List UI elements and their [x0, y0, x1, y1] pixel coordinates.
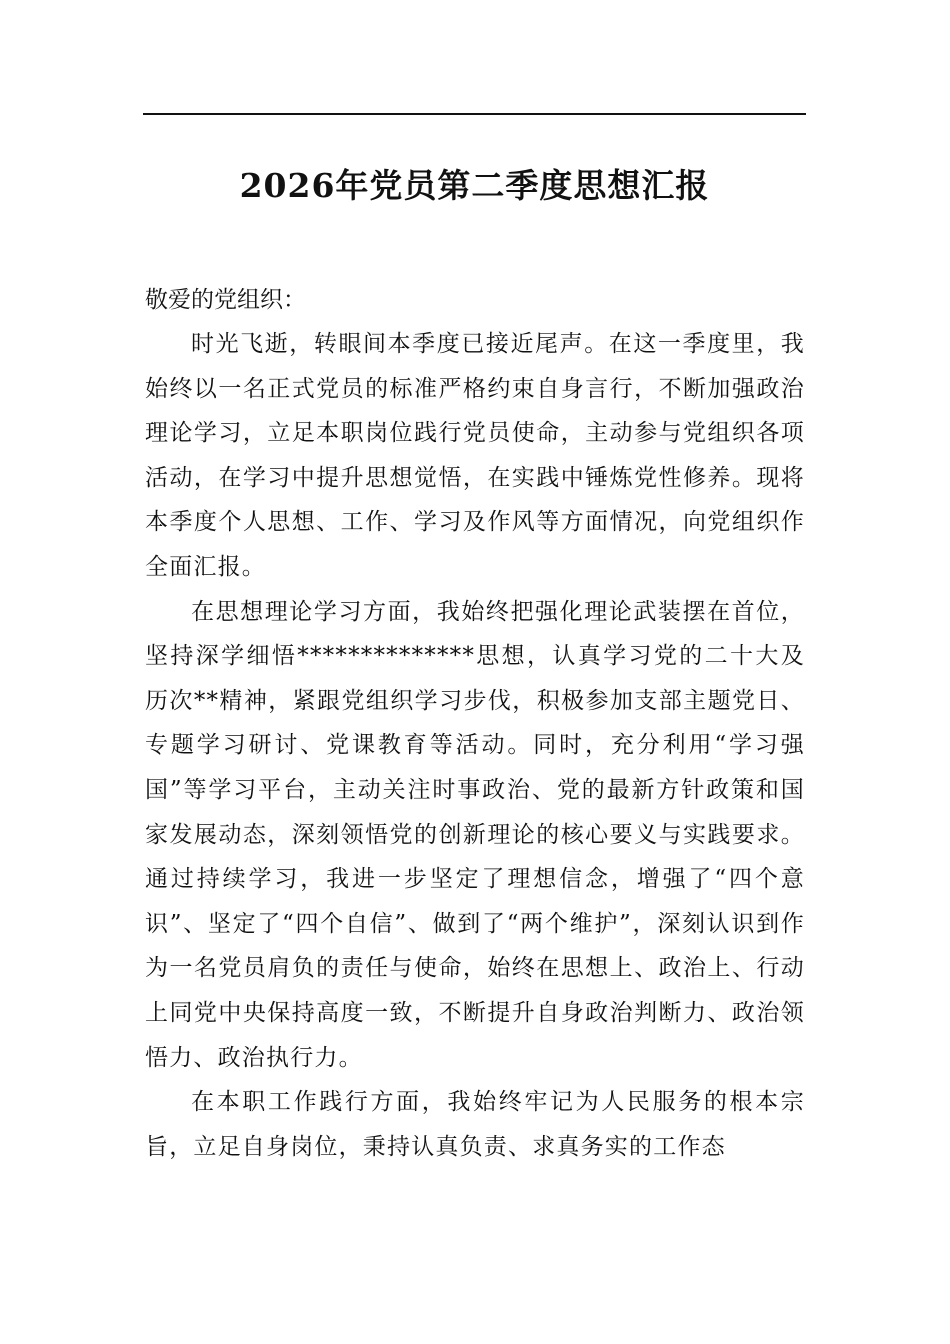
- salutation: 敬爱的党组织：: [145, 287, 306, 313]
- paragraph-theory-study: 在思想理论学习方面，我始终把强化理论武装摆在首位，坚持深学细悟**************思想，认真学习党的二十大及历次**精神，紧跟党组织学习步伐，积极参加支部主题党日、专题学习研讨、党课教育等活动。同时，充分利用“学习强国”等学习平台，主动关注时事政治、党的最新方针政策和国家发展动态，深刻领悟党的创新理论的核心要义与实践要求。通过持续学习，我进一步坚定了理想信念，增强了“四个意识”、坚定了“四个自信”、做到了“两个维护”，深刻认识到作为一名党员肩负的责任与使命，始终在思想上、政治上、行动上同党中央保持高度一致，不断提升自身政治判断力、政治领悟力、政治执行力。: [145, 598, 805, 1071]
- document-body: [145, 322, 805, 1169]
- paragraph-work-practice: 在本职工作践行方面，我始终牢记为人民服务的根本宗旨，立足自身岗位，秉持认真负责、求真务实的工作态: [145, 1089, 805, 1160]
- document-title: 2026年党员第二季度思想汇报: [239, 166, 710, 205]
- header-rule: [143, 113, 806, 115]
- paragraph-intro: 时光飞逝，转眼间本季度已接近尾声。在这一季度里，我始终以一名正式党员的标准严格约束自身言行，不断加强政治理论学习，立足本职岗位践行党员使命，主动参与党组织各项活动，在学习中提升思想觉悟，在实践中锤炼党性修养。现将本季度个人思想、工作、学习及作风等方面情况，向党组织作全面汇报。: [145, 331, 805, 580]
